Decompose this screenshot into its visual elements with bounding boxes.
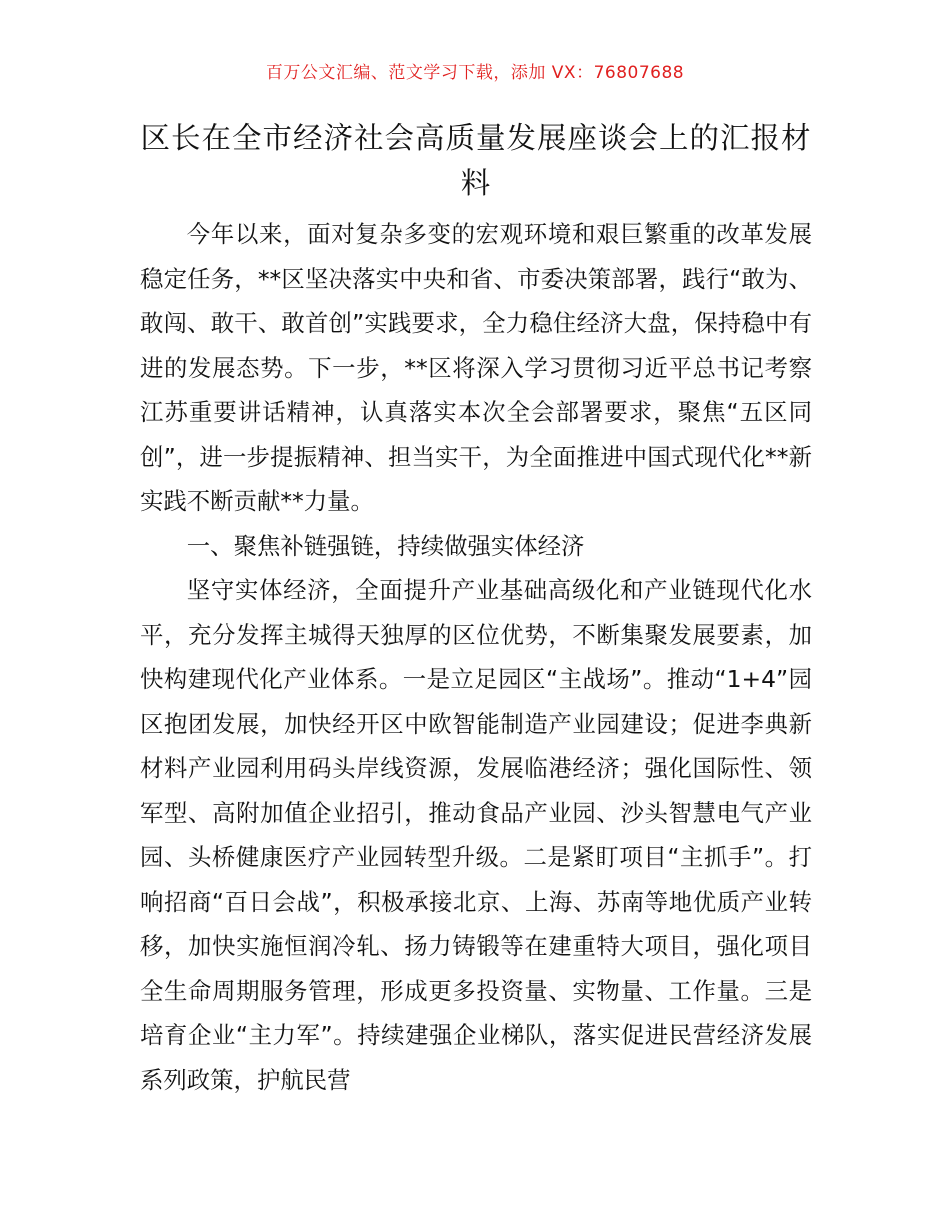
document-body (140, 212, 812, 1102)
document-title: 区长在全市经济社会高质量发展座谈会上的汇报材料 (140, 121, 812, 200)
watermark-banner: 百万公文汇编、范文学习下载，添加 VX：76807688 (265, 63, 685, 83)
section-paragraph: 坚守实体经济，全面提升产业基础高级化和产业链现代化水平，充分发挥主城得天独厚的区位优势，不断集聚发展要素，加快构建现代化产业体系。一是立足园区“主战场”。推动“1+4”园区抱团发展，加快经开区中欧智能制造产业园建设；促进李典新材料产业园利用码头岸线资源，发展临港经济；强化国际性、领军型、高附加值企业招引，推动食品产业园、沙头智慧电气产业园、头桥健康医疗产业园转型升级。二是紧盯项目“主抓手”。打响招商“百日会战”，积极承接北京、上海、苏南等地优质产业转移，加快实施恒润冷轧、扬力铸锻等在建重特大项目，强化项目全生命周期服务管理，形成更多投资量、实物量、工作量。三是培育企业“主力军”。持续建强企业梯队，落实促进民营经济发展系列政策，护航民营 (140, 576, 812, 1094)
intro-paragraph: 今年以来，面对复杂多变的宏观环境和艰巨繁重的改革发展稳定任务，**区坚决落实中央和省、市委决策部署，践行“敢为、敢闯、敢干、敢首创”实践要求，全力稳住经济大盘，保持稳中有进的发展态势。下一步，**区将深入学习贯彻习近平总书记考察江苏重要讲话精神，认真落实本次全会部署要求，聚焦“五区同创”，进一步提振精神、担当实干，为全面推进中国式现代化**新实践不断贡献**力量。 (140, 220, 812, 515)
section-heading: 一、聚焦补链强链，持续做强实体经济 (186, 531, 585, 560)
